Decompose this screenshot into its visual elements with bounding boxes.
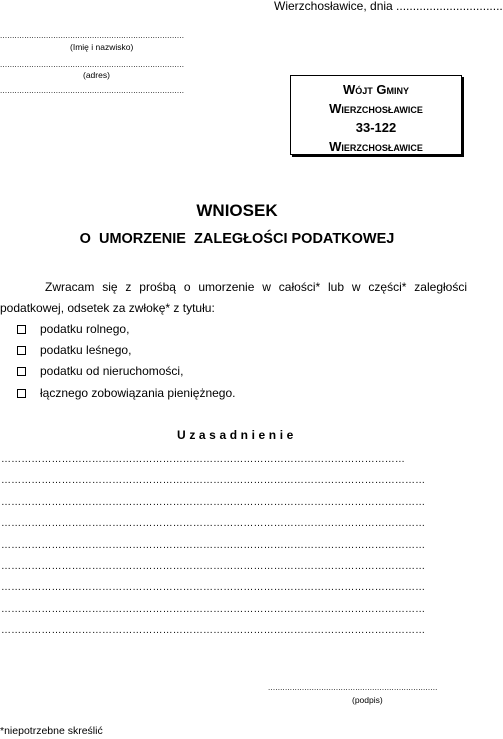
justification-line[interactable]: ……………………………………………………………………………………………………………… bbox=[1, 518, 426, 530]
addressee-line-2: Wierzchosławice bbox=[329, 101, 423, 116]
addressee-line-4: Wierzchosławice bbox=[329, 139, 423, 154]
option-property-tax[interactable] bbox=[17, 364, 183, 378]
address-dotted-line: ............................................................................ bbox=[0, 60, 185, 69]
footnote: *niepotrzebne skreślić bbox=[0, 725, 103, 737]
justification-line[interactable]: ……………………………………………………………………………………………………………… bbox=[1, 603, 426, 615]
option-label: podatku rolnego, bbox=[40, 322, 130, 336]
name-caption: (Imię i nazwisko) bbox=[70, 42, 134, 52]
document-subtitle: O UMORZENIE ZALEGŁOŚCI PODATKOWEJ bbox=[79, 231, 395, 247]
justification-line[interactable]: ………………………………………………………………………………………………………… bbox=[1, 454, 405, 465]
address-dotted-line-2: ............................................................................ bbox=[0, 86, 185, 95]
option-label: łącznego zobowiązania pieniężnego. bbox=[40, 386, 236, 400]
checkbox-icon[interactable] bbox=[17, 346, 26, 355]
addressee-line-1: Wójt Gminy bbox=[343, 82, 409, 97]
request-text-line-1: Zwracam się z prośbą o umorzenie w całości* lub w części* zaległości bbox=[45, 280, 467, 294]
checkbox-icon[interactable] bbox=[17, 367, 26, 376]
justification-heading: Uzasadnienie bbox=[177, 428, 297, 442]
option-combined-liability[interactable] bbox=[17, 386, 235, 400]
justification-line[interactable]: ……………………………………………………………………………………………………………… bbox=[1, 560, 426, 572]
addressee-box bbox=[290, 75, 462, 155]
checkbox-icon[interactable] bbox=[17, 325, 26, 334]
justification-line[interactable]: ……………………………………………………………………………………………………………… bbox=[1, 475, 426, 487]
justification-line[interactable]: ……………………………………………………………………………………………………………… bbox=[1, 625, 426, 637]
option-label: podatku od nieruchomości, bbox=[40, 364, 184, 378]
justification-line[interactable]: ……………………………………………………………………………………………………………… bbox=[1, 582, 426, 594]
justification-line[interactable]: ……………………………………………………………………………………………………………… bbox=[1, 496, 426, 508]
option-forest-tax[interactable] bbox=[17, 343, 131, 357]
option-label: podatku leśnego, bbox=[40, 343, 132, 357]
address-caption: (adres) bbox=[83, 70, 110, 80]
signature-dotted-line[interactable]: ...................................................................... bbox=[268, 683, 438, 692]
signature-caption: (podpis) bbox=[352, 695, 383, 705]
place-date-line: Wierzchosławice, dnia ................................ bbox=[274, 0, 503, 13]
document-title: WNIOSEK bbox=[196, 201, 278, 220]
addressee-line-3: 33-122 bbox=[355, 120, 397, 135]
option-agricultural-tax[interactable] bbox=[17, 322, 129, 336]
justification-line[interactable]: ……………………………………………………………………………………………………………… bbox=[1, 539, 426, 551]
request-text-line-2: podatkowej, odsetek za zwłokę* z tytułu: bbox=[0, 301, 215, 315]
checkbox-icon[interactable] bbox=[17, 389, 26, 398]
justification-lines bbox=[1, 452, 466, 645]
name-dotted-line: ............................................................................ bbox=[0, 31, 185, 40]
